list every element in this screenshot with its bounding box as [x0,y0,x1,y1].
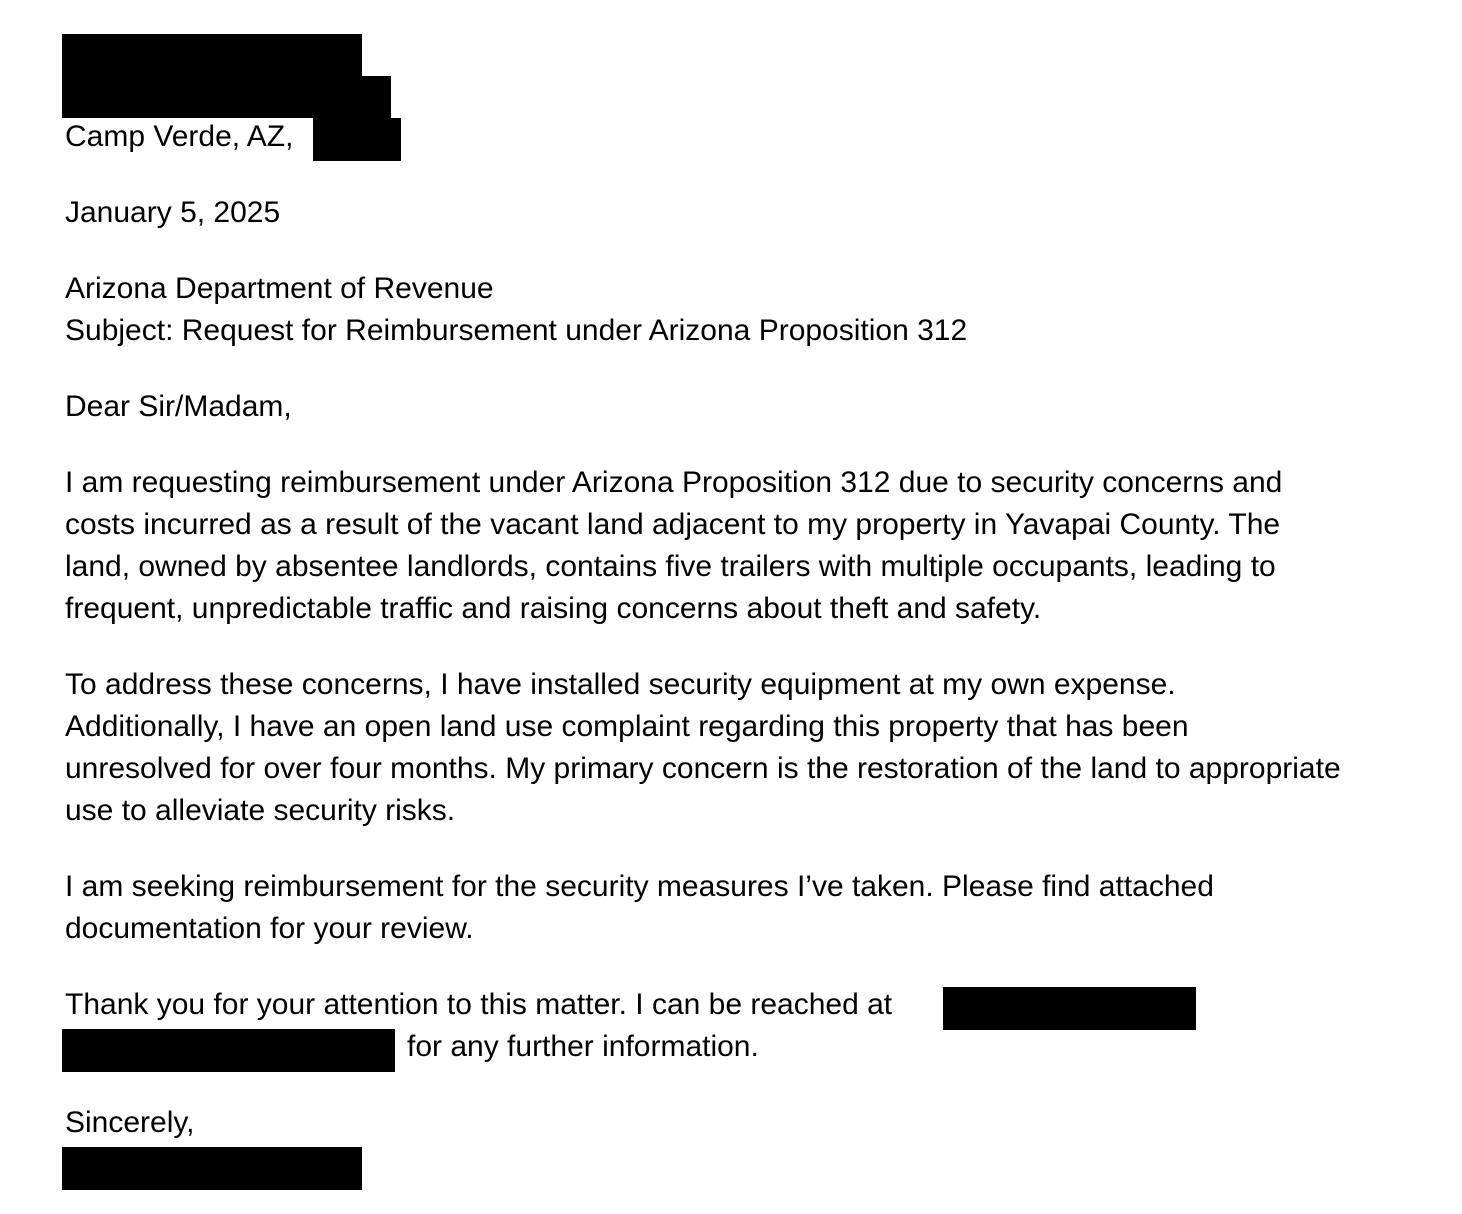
redacted-phone-number [943,987,1196,1030]
letter-date: January 5, 2025 [65,196,281,229]
letter-subject: Subject: Request for Reimbursement under Arizona Proposition 312 [65,314,968,347]
redacted-signature-name [62,1147,362,1190]
salutation: Dear Sir/Madam, [65,390,292,423]
paragraph-4-line-1: Thank you for your attention to this matter. I can be reached at [65,988,893,1021]
paragraph-2-line-4: use to alleviate security risks. [65,794,456,827]
paragraph-1-line-4: frequent, unpredictable traffic and raising concerns about theft and safety. [65,592,1042,625]
paragraph-1-line-2: costs incurred as a result of the vacant land adjacent to my property in Yavapai County. The [65,508,1281,541]
redacted-sender-address [62,76,391,118]
recipient-name: Arizona Department of Revenue [65,272,494,305]
redacted-sender-name [62,34,362,76]
paragraph-3-line-2: documentation for your review. [65,912,474,945]
paragraph-2-line-1: To address these concerns, I have installed security equipment at my own expense. [65,668,1176,701]
paragraph-3-line-1: I am seeking reimbursement for the security measures I’ve taken. Please find attached [65,870,1214,903]
redacted-zip-code [313,118,401,161]
closing: Sincerely, [65,1106,195,1139]
paragraph-1-line-3: land, owned by absentee landlords, contains five trailers with multiple occupants, leading to [65,550,1276,583]
paragraph-2-line-3: unresolved for over four months. My primary concern is the restoration of the land to appropriate [65,752,1341,785]
sender-city-line: Camp Verde, AZ, [65,120,294,153]
paragraph-4-line-2: for any further information. [407,1030,759,1063]
paragraph-1-line-1: I am requesting reimbursement under Arizona Proposition 312 due to security concerns and [65,466,1283,499]
paragraph-2-line-2: Additionally, I have an open land use complaint regarding this property that has been [65,710,1189,743]
redacted-email-address [62,1029,395,1072]
